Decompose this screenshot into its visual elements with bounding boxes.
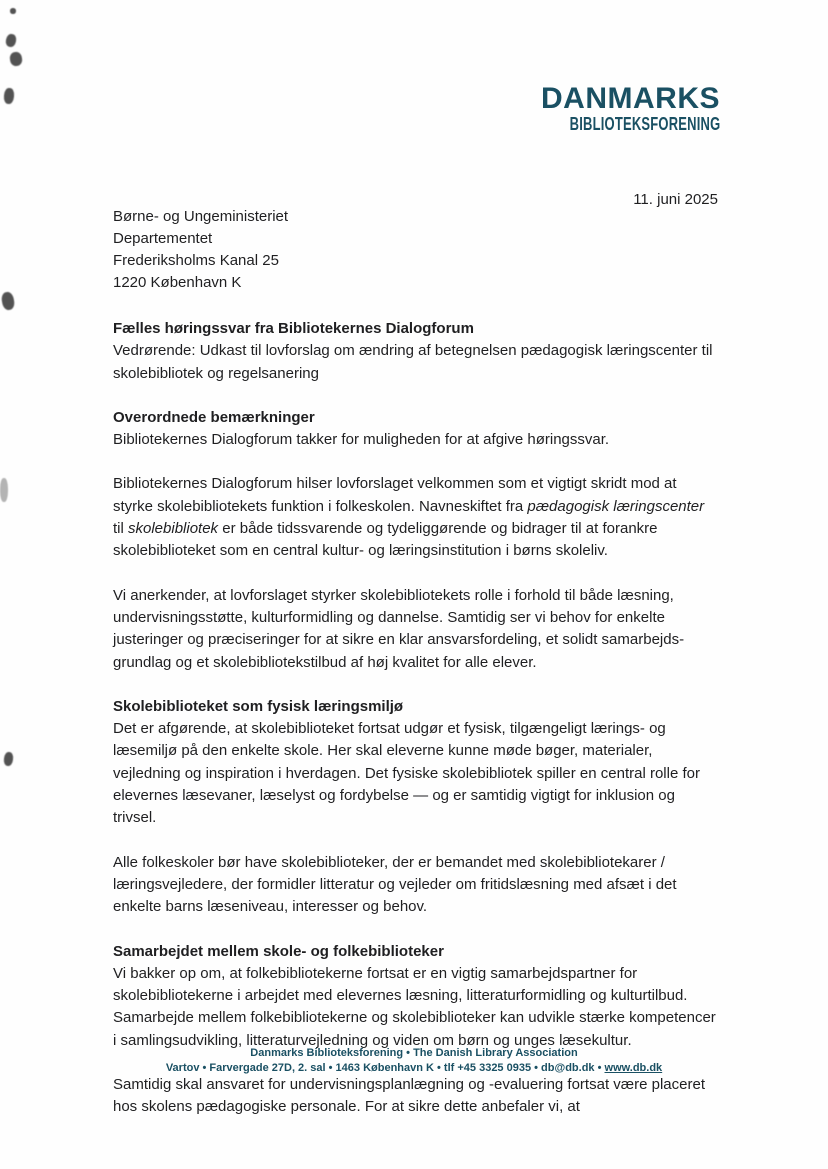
paragraph-ansvar: Samtidig skal ansvaret for undervisningsplanlægning og -evaluering fortsat være placeret hos skolens pædagogiske personale. For at sikre dette anbefaler vi, at: [113, 1076, 705, 1116]
recipient-line-city: 1220 København K: [113, 274, 242, 291]
footer-separator: •: [594, 1062, 605, 1074]
paragraph-anerkender-block: [113, 585, 719, 674]
letter-footer: [0, 1046, 828, 1076]
footer-website-link[interactable]: www.db.dk: [604, 1062, 663, 1074]
recipient-line-ministry: Børne- og Ungeministeriet: [113, 208, 289, 225]
logo-wordmark-danmarks: DANMARKS: [541, 82, 720, 115]
italic-term-skolebibliotek: skolebibliotek: [128, 520, 219, 538]
subject-text: Vedrørende: Udkast til lovforslag om ændring af betegnelsen pædagogisk læringscenter til skolebibliotek og regelsanering: [113, 342, 713, 382]
section-overordnede: [113, 407, 719, 452]
footer-association-line: Danmarks Biblioteksforening • The Danish Library Association: [250, 1047, 578, 1059]
footer-email: db@db.dk: [541, 1062, 595, 1074]
letter-date: 11. juni 2025: [633, 191, 718, 208]
subject-heading: Fælles høringssvar fra Bibliotekernes Dialogforum: [113, 320, 474, 337]
paragraph-navneskifte-block: [113, 473, 719, 562]
recipient-line-street: Frederiksholms Kanal 25: [113, 252, 279, 269]
scan-artifact: [9, 51, 23, 67]
paragraph-samarbejde: Vi bakker op om, at folkebibliotekerne fortsat er en vigtig samarbejdspartner for skolebibliotekerne i arbejdet med elevernes læsning, litteraturformidling og kulturtilbud. Samarbejde mellem folkebibliotekerne og skolebiblioteker kan udvikle stærke kompetencer i samlingsudvikling, litteraturvejledning og viden om børn og unges læsekultur.: [113, 964, 716, 1049]
scan-artifact: [1, 291, 16, 311]
paragraph-anerkender: Vi anerkender, at lovforslaget styrker skolebibliotekets rolle i forhold til både læsning, undervisningsstøtte, kulturformidling og dannelse. Samtidig ser vi behov for enkelte justeringer og præciseringer for at sikre en klar ansvarsfordeling, et solidt samarbejds-grundlag og et skolebibliotekstilbud af høj kvalitet for alle elever.: [113, 586, 685, 671]
italic-term-laeringscenter: pædagogisk læringscenter: [527, 497, 705, 515]
footer-address-text: Vartov • Farvergade 27D, 2. sal • 1463 København K • tlf +45 3325 0935 •: [165, 1062, 542, 1074]
section-samarbejde: [113, 941, 719, 1052]
text-segment: er både tidssvarende og tydeliggørende og bidrager til at forankre skolebiblioteket som en central kultur- og læringsinstitution i børns skoleliv.: [113, 520, 658, 560]
section-fysisk: [113, 696, 719, 830]
scan-artifact: [10, 8, 16, 14]
logo-wordmark-biblioteksforening: BIBLIOTEKSFORENING: [569, 114, 720, 134]
recipient-address: [113, 206, 288, 294]
recipient-line-department: Departementet: [113, 230, 213, 247]
text-segment: Bibliotekernes Dialogforum hilser lovforslaget velkommen som et vigtigt skridt mod at styrke skolebibliotekets funktion i folkeskolen. Navneskiftet fra: [113, 475, 677, 515]
scan-artifact: [3, 88, 14, 105]
subject-block: [113, 318, 719, 385]
section-heading-samarbejde: Samarbejdet mellem skole- og folkebiblioteker: [113, 942, 444, 960]
scan-artifact: [0, 478, 8, 502]
letter-body: [113, 318, 719, 1141]
paragraph-folkeskoler: Alle folkeskoler bør have skolebiblioteker, der er bemandet med skolebibliotekarer / læringsvejledere, der formidler litteratur og vejleder om fritidslæsning med afsæt i det enkelte barns læseniveau, interesser og behov.: [113, 853, 677, 916]
paragraph-fysisk-miljoe: Det er afgørende, at skolebiblioteket fortsat udgør et fysisk, tilgængeligt lærings- og læsemiljø på den enkelte skole. Her skal eleverne kunne møde bøger, materialer, vejledning og inspiration i hverdagen. Det fysiske skolebibliotek spiller en central rolle for elevernes læsevaner, læselyst og fordybelse — og er samtidig vigtigt for inklusion og trivsel.: [113, 720, 700, 827]
scan-artifact: [3, 752, 14, 767]
paragraph-folkeskoler-block: [113, 852, 719, 919]
scan-artifact: [5, 33, 17, 48]
section-heading-overordnede: Overordnede bemærkninger: [113, 408, 315, 426]
paragraph-takker: Bibliotekernes Dialogforum takker for muligheden for at afgive høringssvar.: [113, 431, 610, 449]
org-logo: [511, 84, 720, 135]
section-heading-fysisk: Skolebiblioteket som fysisk læringsmiljø: [113, 697, 404, 715]
text-segment: til: [113, 520, 128, 538]
paragraph-navneskifte: [113, 473, 719, 562]
footer-contact-line: [0, 1061, 828, 1076]
paragraph-ansvar-block: [113, 1074, 719, 1119]
